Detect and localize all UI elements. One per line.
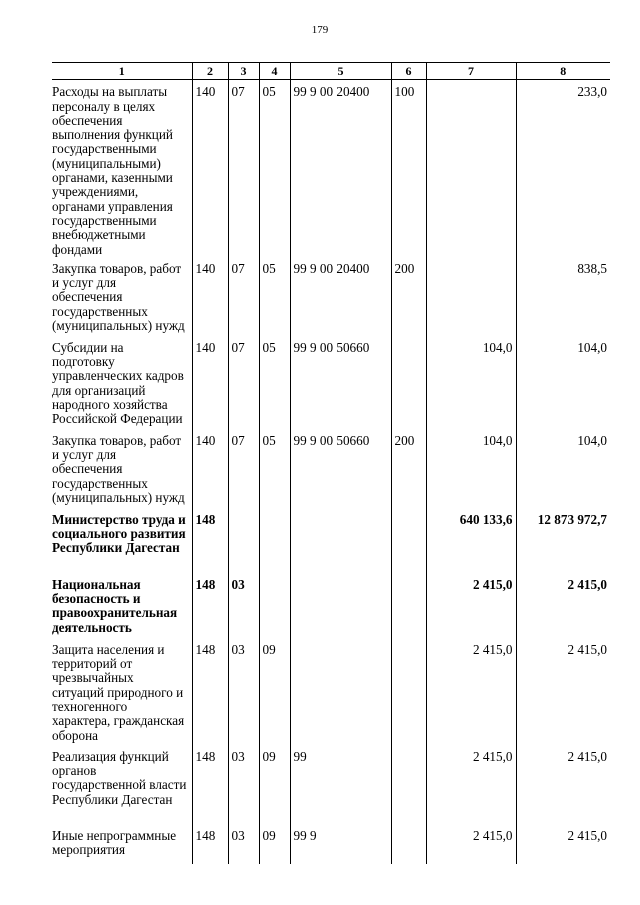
row-code-cell: 148 (192, 824, 228, 864)
column-header: 5 (290, 63, 391, 80)
row-total-cell: 838,5 (516, 257, 610, 336)
row-code-cell: 148 (192, 638, 228, 745)
row-target-article-cell (290, 508, 391, 573)
row-subsection-cell: 09 (259, 745, 290, 824)
row-total-cell: 2 415,0 (516, 824, 610, 864)
column-header: 4 (259, 63, 290, 80)
row-target-article-cell: 99 9 00 50660 (290, 336, 391, 429)
header-row (52, 63, 610, 80)
row-subsection-cell: 05 (259, 336, 290, 429)
row-name-cell: Закупка товаров, работ и услуг для обеспечения государственных (муниципальных) нужд (52, 432, 185, 506)
row-expense-type-cell (391, 638, 426, 745)
row-subsection-cell (259, 573, 290, 638)
table-row (52, 429, 610, 508)
row-code-cell: 140 (192, 429, 228, 508)
row-code-cell: 148 (192, 508, 228, 573)
row-expense-type-cell (391, 573, 426, 638)
row-total-cell: 104,0 (516, 336, 610, 429)
row-subsection-cell: 09 (259, 824, 290, 864)
row-target-article-cell: 99 (290, 745, 391, 824)
row-amount-cell (426, 80, 516, 257)
row-amount-cell: 2 415,0 (426, 638, 516, 745)
row-amount-cell: 2 415,0 (426, 573, 516, 638)
row-target-article-cell (290, 638, 391, 745)
table-row (52, 745, 610, 824)
row-target-article-cell: 99 9 00 50660 (290, 429, 391, 508)
row-subsection-cell: 05 (259, 429, 290, 508)
row-amount-cell: 2 415,0 (426, 745, 516, 824)
table-row (52, 80, 610, 257)
row-subsection-cell: 05 (259, 80, 290, 257)
row-total-cell: 2 415,0 (516, 573, 610, 638)
row-expense-type-cell: 200 (391, 257, 426, 336)
row-target-article-cell (290, 573, 391, 638)
row-total-cell: 104,0 (516, 429, 610, 508)
row-amount-cell: 640 133,6 (426, 508, 516, 573)
row-section-cell: 03 (228, 824, 259, 864)
row-name-cell: Национальная безопасность и правоохранительная деятельность (52, 576, 178, 635)
table-body (52, 80, 610, 864)
table-row (52, 573, 610, 638)
row-amount-cell: 104,0 (426, 429, 516, 508)
row-expense-type-cell (391, 824, 426, 864)
row-expense-type-cell: 200 (391, 429, 426, 508)
row-section-cell: 07 (228, 80, 259, 257)
page-number: 179 (311, 24, 329, 36)
row-code-cell: 140 (192, 336, 228, 429)
column-header: 2 (192, 63, 228, 80)
row-code-cell: 148 (192, 745, 228, 824)
row-total-cell: 233,0 (516, 80, 610, 257)
table-row (52, 257, 610, 336)
table-row (52, 638, 610, 745)
row-expense-type-cell (391, 745, 426, 824)
row-code-cell: 140 (192, 80, 228, 257)
table-row (52, 336, 610, 429)
table-row (52, 824, 610, 864)
row-amount-cell (426, 257, 516, 336)
row-name-cell: Иные непрограммные мероприятия (52, 827, 177, 858)
row-subsection-cell: 05 (259, 257, 290, 336)
row-expense-type-cell (391, 336, 426, 429)
row-name-cell: Расходы на выплаты персоналу в целях обеспечения выполнения функций государственными (муниципальными) органами, казенными учреждениями, органами управления государственными внебюджетными фондами (52, 84, 173, 257)
row-total-cell: 2 415,0 (516, 745, 610, 824)
row-total-cell: 12 873 972,7 (516, 508, 610, 573)
row-amount-cell: 2 415,0 (426, 824, 516, 864)
column-header: 8 (516, 63, 610, 80)
row-subsection-cell: 09 (259, 638, 290, 745)
row-name-cell: Закупка товаров, работ и услуг для обеспечения государственных (муниципальных) нужд (52, 260, 185, 334)
row-section-cell: 07 (228, 336, 259, 429)
row-target-article-cell: 99 9 (290, 824, 391, 864)
row-code-cell: 148 (192, 573, 228, 638)
row-name-cell: Министерство труда и социального развития Республики Дагестан (52, 511, 186, 556)
row-code-cell: 140 (192, 257, 228, 336)
column-header: 6 (391, 63, 426, 80)
table-row (52, 508, 610, 573)
row-amount-cell: 104,0 (426, 336, 516, 429)
column-header: 7 (426, 63, 516, 80)
row-section-cell: 07 (228, 429, 259, 508)
row-expense-type-cell: 100 (391, 80, 426, 257)
row-section-cell: 03 (228, 573, 259, 638)
row-section-cell: 03 (228, 745, 259, 824)
row-subsection-cell (259, 508, 290, 573)
row-name-cell: Реализация функций органов государственной власти Республики Дагестан (52, 748, 187, 807)
column-header: 3 (228, 63, 259, 80)
row-name-cell: Защита населения и территорий от чрезвычайных ситуаций природного и техногенного характера, гражданская оборона (52, 641, 185, 743)
row-section-cell: 03 (228, 638, 259, 745)
row-section-cell: 07 (228, 257, 259, 336)
column-header: 1 (52, 63, 192, 80)
row-total-cell: 2 415,0 (516, 638, 610, 745)
row-target-article-cell: 99 9 00 20400 (290, 257, 391, 336)
budget-table (52, 62, 610, 864)
row-section-cell (228, 508, 259, 573)
row-expense-type-cell (391, 508, 426, 573)
row-name-cell: Субсидии на подготовку управленческих кадров для организаций народного хозяйства Российской Федерации (52, 339, 184, 427)
row-target-article-cell: 99 9 00 20400 (290, 80, 391, 257)
